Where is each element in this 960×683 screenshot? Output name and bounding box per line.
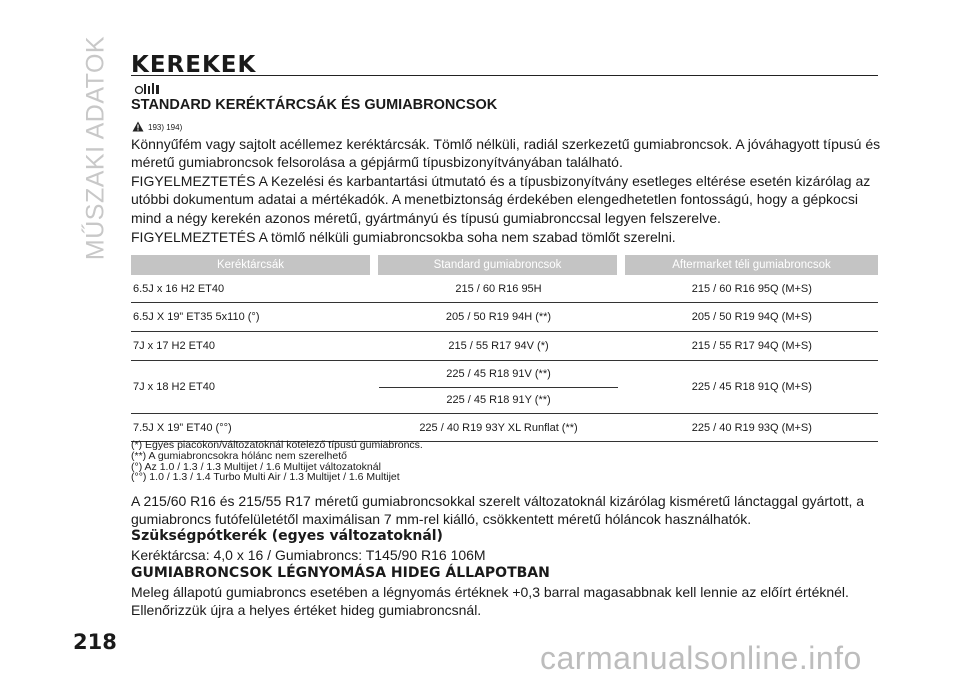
warning-row <box>132 120 182 134</box>
warning-icon <box>132 121 144 134</box>
page-number: 218 <box>73 630 117 654</box>
chapter-divider <box>131 75 878 76</box>
paragraph-intro: Könnyűfém vagy sajtolt acéllemez keréktárcsák. Tömlő nélküli, radiál szerkezetű gumiabroncsok. A jóváhagyott típusú és méretű gumiabroncsok felsorolása a gépjármű típusbizonyítványában található. <box>131 136 881 171</box>
chapter-title: KEREKEK <box>131 52 257 78</box>
table-row: 7.5J X 19” ET40 (°°) 225 / 40 R19 93Y XL Runflat (**) 225 / 40 R19 93Q (M+S) <box>131 414 878 442</box>
header-standard-tyres: Standard gumiabroncsok <box>378 255 617 275</box>
footnote: (°) Az 1.0 / 1.3 / 1.3 Multijet / 1.6 Multijet változatoknál <box>131 460 381 473</box>
section-title: STANDARD KERÉKTÁRCSÁK ÉS GUMIABRONCSOK <box>131 97 498 113</box>
warning-refs: 193) 194) <box>148 122 183 132</box>
cold-pressure-title: GUMIABRONCSOK LÉGNYOMÁSA HIDEG ÁLLAPOTBAN <box>131 565 550 581</box>
table-row: 6.5J x 16 H2 ET40 215 / 60 R16 95H 215 / 60 R16 95Q (M+S) <box>131 275 878 303</box>
paragraph-warning-1: FIGYELMEZTETÉS A Kezelési és karbantartási útmutató és a típusbizonyítvány esetleges eltérése esetén kizárólag az utóbbi dokumentum adatai a mértékadók. A menetbiztonság érdekében elengedhetetlen fontosságú, hogy a gépkocsi mind a négy kerekén azonos méretű, gyártmányú és típusú gumiabronccsal legyen felszerelve. <box>131 173 871 226</box>
paragraph-warning-2: FIGYELMEZTETÉS A tömlő nélküli gumiabroncsokba soha nem szabad tömlőt szerelni. <box>131 229 676 245</box>
table-row: 6.5J X 19” ET35 5x110 (°) 205 / 50 R19 94H (**) 205 / 50 R19 94Q (M+S) <box>131 303 878 332</box>
snow-chain-text: A 215/60 R16 és 215/55 R17 méretű gumiabroncsokkal szerelt változatoknál kizárólag kisméretű lánctaggal gyártott, a gumiabroncs futófelületétől maximálisan 7 mm-rel kiálló, csökkentett méretű hóláncok használhatók. <box>131 493 865 528</box>
footnote: (*) Egyes piacokon/változatoknál kötelező típusú gumiabroncs. <box>131 439 423 451</box>
watermark: carmanualsonline.info <box>540 640 862 676</box>
header-winter-tyres: Aftermarket téli gumiabroncsok <box>625 255 878 275</box>
table-header <box>131 255 878 275</box>
footnote: (°°) 1.0 / 1.3 / 1.4 Turbo Multi Air / 1.3 Multijet / 1.6 Multijet <box>131 471 400 484</box>
cold-pressure-text: Meleg állapotú gumiabroncs esetében a légnyomás értéknek +0,3 barral magasabbnak kell lennie az előírt értéknél. Ellenőrizzük újra a helyes értéket hideg gumiabroncsnál. <box>131 584 849 619</box>
side-chapter-tab: MŰSZAKI ADATOK <box>81 35 110 261</box>
footnote: (**) A gumiabroncsokra hólánc nem szerelhető <box>131 449 347 462</box>
spare-wheel-title: Szükségpótkerék (egyes változatoknál) <box>131 528 443 544</box>
table-footnotes <box>131 440 423 483</box>
table-row: 7J x 17 H2 ET40 215 / 55 R17 94V (*) 215 / 55 R17 94Q (M+S) <box>131 332 878 361</box>
table-row: 7J x 18 H2 ET40 225 / 45 R18 91V (**) 225 / 45 R18 91Y (**) 225 / 45 R18 91Q (M+S) <box>131 361 878 414</box>
tyre-table <box>131 255 878 442</box>
spare-wheel-text: Keréktárcsa: 4,0 x 16 / Gumiabroncs: T145/90 R16 106M <box>131 547 486 563</box>
header-rims: Keréktárcsák <box>131 255 370 275</box>
